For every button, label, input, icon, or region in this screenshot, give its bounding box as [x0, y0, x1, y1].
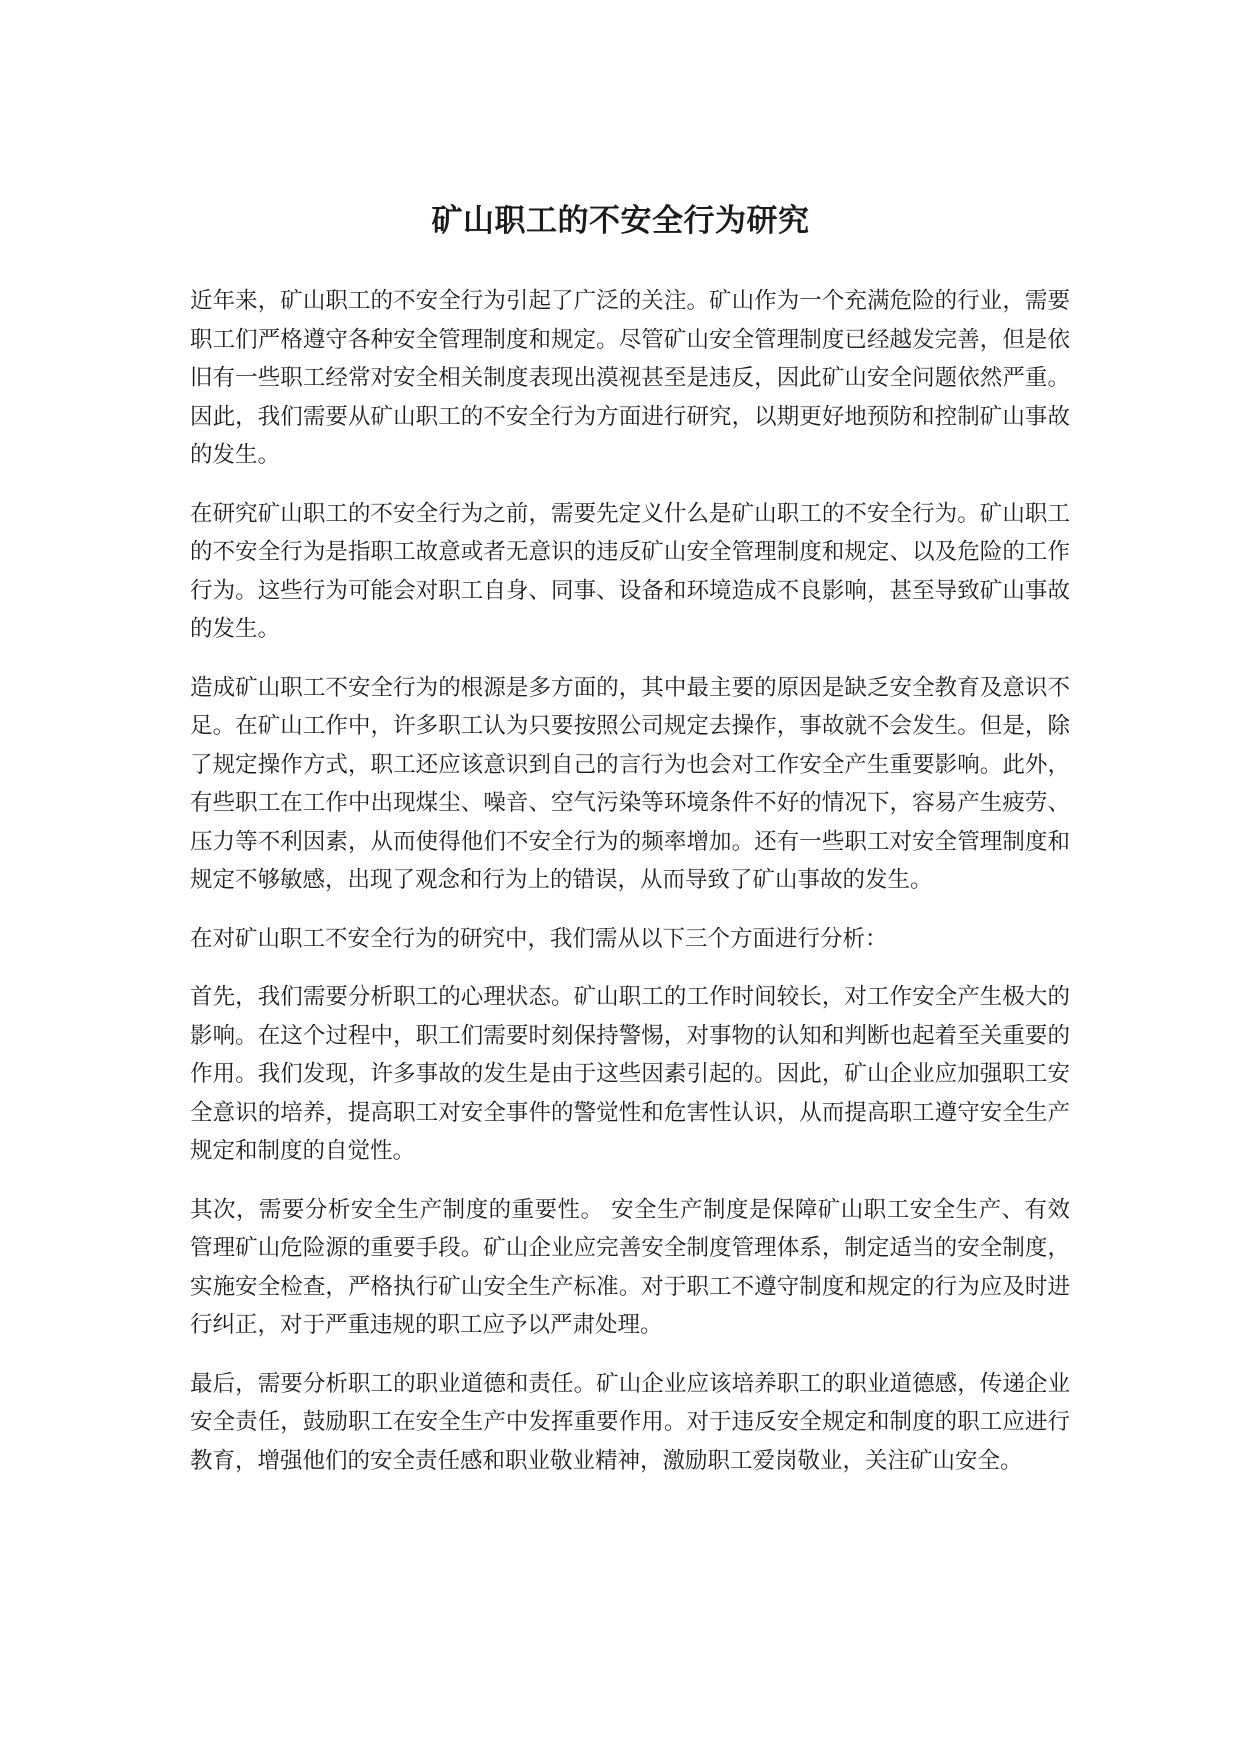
paragraph-3: 造成矿山职工不安全行为的根源是多方面的，其中最主要的原因是缺乏安全教育及意识不足。在矿山工作中，许多职工认为只要按照公司规定去操作，事故就不会发生。但是，除了规定操作方式，职工还应该意识到自己的言行为也会对工作安全产生重要影响。此外，有些职工在工作中出现煤尘、噪音、空气污染等环境条件不好的情况下，容易产生疲劳、压力等不利因素，从而使得他们不安全行为的频率增加。还有一些职工对安全管理制度和规定不够敏感，出现了观念和行为上的错误，从而导致了矿山事故的发生。: [190, 674, 1070, 893]
paragraph-7: 最后，需要分析职工的职业道德和责任。矿山企业应该培养职工的职业道德感，传递企业安全责任，鼓励职工在安全生产中发挥重要作用。对于违反安全规定和制度的职工应进行教育，增强他们的安全责任感和职业敬业精神，激励职工爱岗敬业，关注矿山安全。: [190, 1370, 1070, 1474]
paragraph-6: 其次，需要分析安全生产制度的重要性。 安全生产制度是保障矿山职工安全生产、有效管理矿山危险源的重要手段。矿山企业应完善安全制度管理体系，制定适当的安全制度，实施安全检查，严格执行矿山安全生产标准。对于职工不遵守制度和规定的行为应及时进行纠正，对于严重违规的职工应予以严肃处理。: [190, 1196, 1070, 1338]
paragraph-5: 首先，我们需要分析职工的心理状态。矿山职工的工作时间较长，对工作安全产生极大的影响。在这个过程中，职工们需要时刻保持警惕，对事物的认知和判断也起着至关重要的作用。我们发现，许多事故的发生是由于这些因素引起的。因此，矿山企业应加强职工安全意识的培养，提高职工对安全事件的警觉性和危害性认识，从而提高职工遵守安全生产规定和制度的自觉性。: [190, 984, 1070, 1164]
document-title: 矿山职工的不安全行为研究: [431, 202, 810, 239]
paragraph-4: 在对矿山职工不安全行为的研究中，我们需从以下三个方面进行分析：: [190, 925, 888, 952]
paragraph-2: 在研究矿山职工的不安全行为之前，需要先定义什么是矿山职工的不安全行为。矿山职工的不安全行为是指职工故意或者无意识的违反矿山安全管理制度和规定、以及危险的工作行为。这些行为可能会对职工自身、同事、设备和环境造成不良影响，甚至导致矿山事故的发生。: [190, 500, 1070, 642]
document-body: [190, 282, 1070, 1500]
paragraph-1: 近年来，矿山职工的不安全行为引起了广泛的关注。矿山作为一个充满危险的行业，需要职工们严格遵守各种安全管理制度和规定。尽管矿山安全管理制度已经越发完善，但是依旧有一些职工经常对安全相关制度表现出漠视甚至是违反，因此矿山安全问题依然严重。因此，我们需要从矿山职工的不安全行为方面进行研究，以期更好地预防和控制矿山事故的发生。: [190, 288, 1070, 468]
